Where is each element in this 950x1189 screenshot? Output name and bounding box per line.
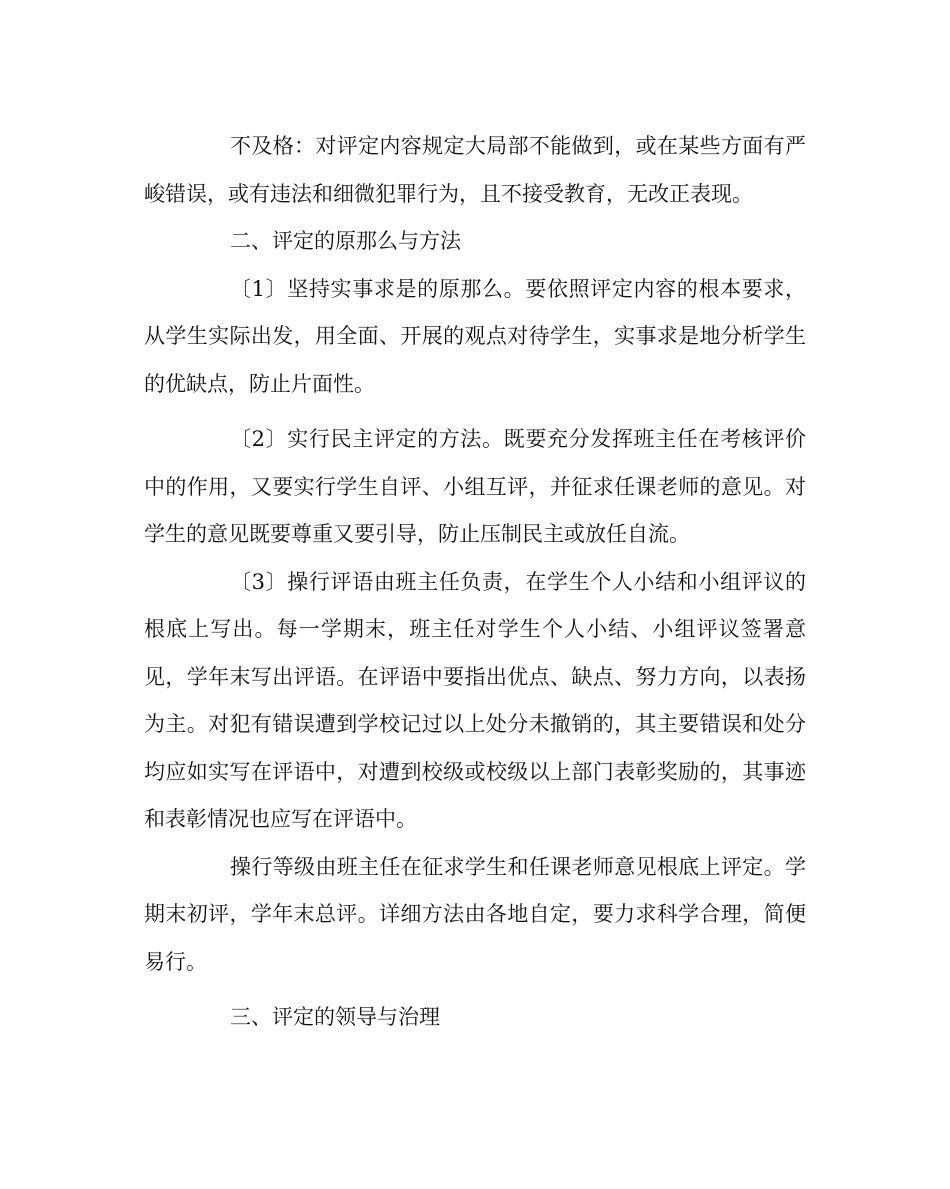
section-heading-principles: 二、评定的原那么与方法 (230, 229, 461, 253)
paragraph-conduct-grade: 操行等级由班主任在征求学生和任课老师意见根底上评定。学期末初评，学年末总评。详细方法由各地自定，要力求科学合理，简便易行。 (144, 854, 806, 974)
paragraph-spacer (144, 986, 806, 994)
paragraph-spacer (144, 408, 806, 416)
paragraph-fail-grade: 不及格：对评定内容规定大局部不能做到，或在某些方面有严峻错误，或有违法和细微犯罪行为，且不接受教育，无改正表现。 (144, 134, 806, 206)
paragraph-principle-3: 〔3〕操行评语由班主任负责，在学生个人小结和小组评议的根底上写出。每一学期末，班主任对学生个人小结、小组评议签署意见，学年末写出评语。在评语中要指出优点、缺点、努力方向，以表扬为主。对犯有错误遭到学校记过以上处分未撤销的，其主要错误和处分均应如实写在评语中，对遭到校级或校级以上部门表彰奖励的，其事迹和表彰情况也应写在评语中。 (144, 569, 806, 831)
section-heading-leadership: 三、评定的领导与治理 (230, 1005, 440, 1029)
paragraph-principle-2: 〔2〕实行民主评定的方法。既要充分发挥班主任在考核评价中的作用，又要实行学生自评、小组互评，并征求任课老师的意见。对学生的意见既要尊重又要引导，防止压制民主或放任自流。 (144, 427, 806, 546)
paragraph-principle-1: 〔1〕坚持实事求是的原那么。要依照评定内容的根本要求，从学生实际出发，用全面、开展的观点对待学生，实事求是地分析学生的优缺点，防止片面性。 (144, 276, 806, 396)
document-body (144, 123, 806, 1042)
